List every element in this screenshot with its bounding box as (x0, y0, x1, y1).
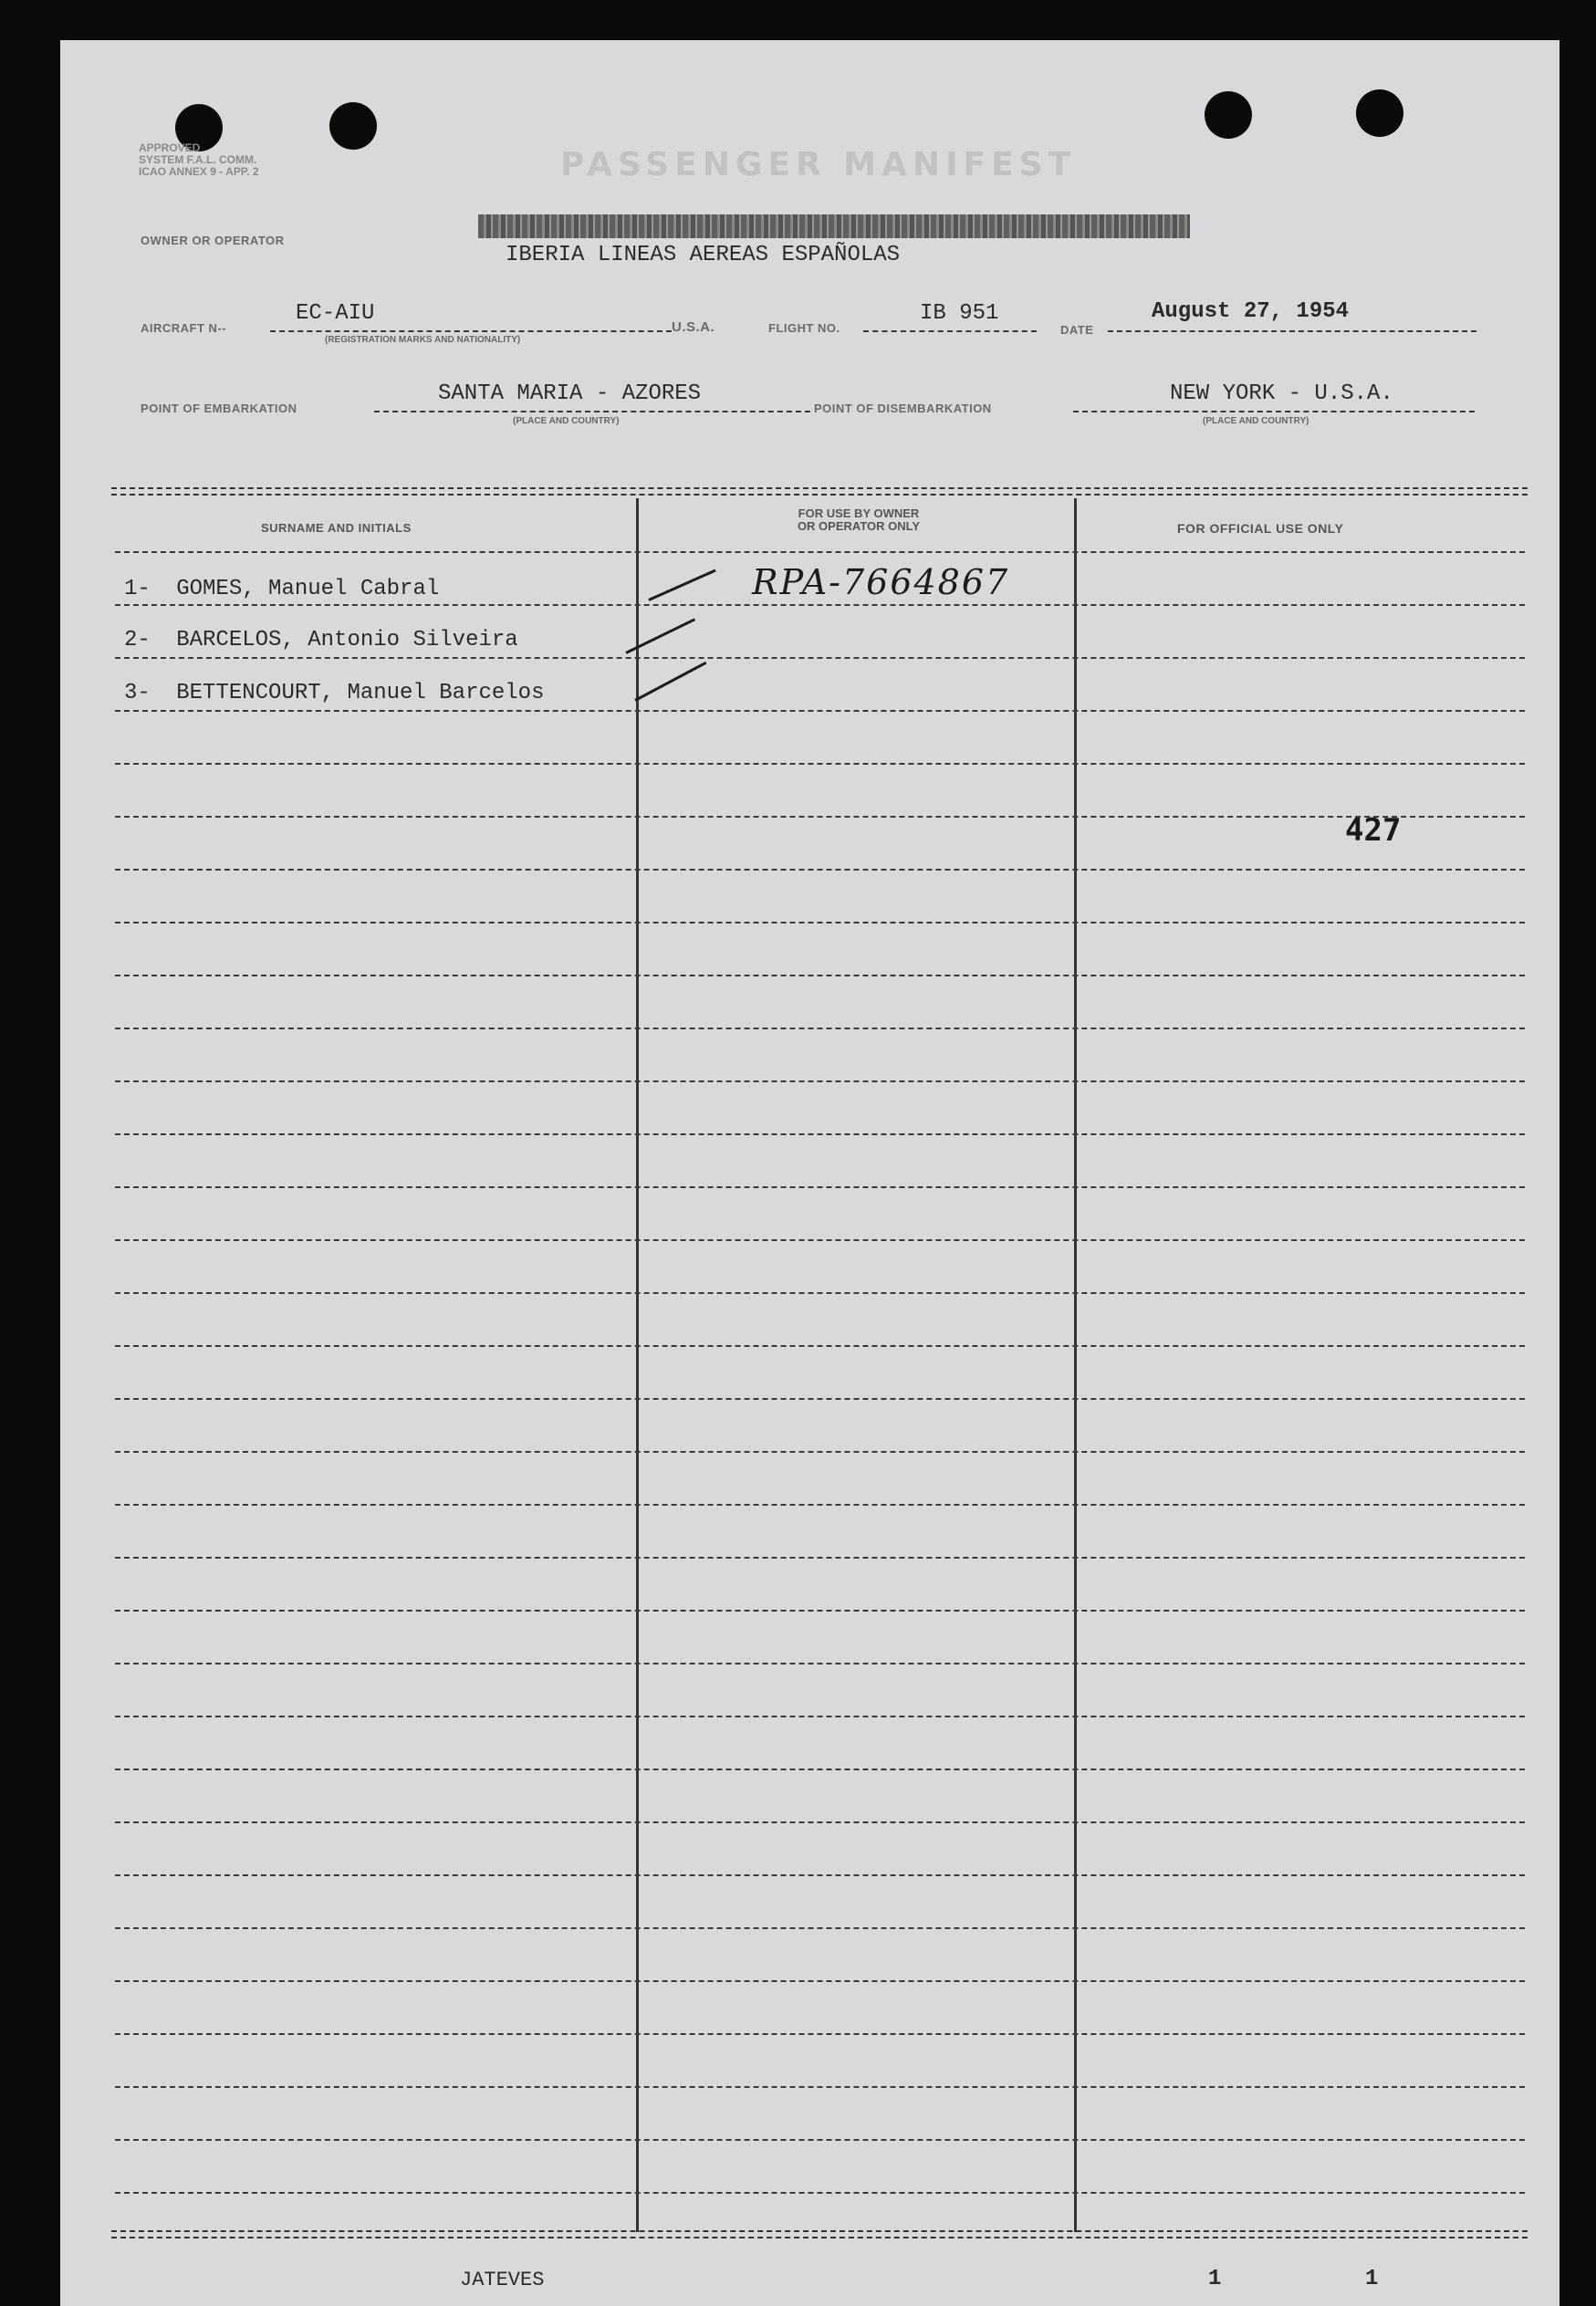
approval-note (139, 142, 259, 178)
table-row-line (115, 1292, 1525, 1294)
table-row-line (115, 1398, 1525, 1400)
footer-count: 1 (1365, 2267, 1379, 2291)
column-header-surname: SURNAME AND INITIALS (261, 521, 412, 535)
disembark-label: POINT OF DISEMBARKATION (814, 402, 992, 415)
approval-line: APPROVED (139, 141, 201, 154)
column-divider (636, 498, 639, 2232)
handwritten-reference: RPA-7664867 (752, 562, 1010, 602)
punch-hole (1205, 91, 1252, 139)
aircraft-line (270, 330, 672, 332)
table-row-line (115, 1133, 1525, 1135)
aircraft-label: AIRCRAFT N-- (141, 321, 227, 335)
embark-line (374, 411, 810, 412)
table-row-line (115, 1345, 1525, 1347)
passenger-number: 1- (124, 577, 151, 601)
flight-label: FLIGHT NO. (768, 321, 840, 335)
passenger-row (124, 681, 544, 705)
table-row-line (115, 657, 1525, 659)
table-row-line (115, 604, 1525, 606)
date-line (1108, 330, 1476, 332)
passenger-number: 3- (124, 681, 151, 705)
table-row-line (115, 1980, 1525, 1982)
column-header-official: FOR OFFICIAL USE ONLY (1177, 521, 1344, 536)
table-row-line (115, 1080, 1525, 1082)
punch-hole (1356, 89, 1403, 137)
table-row-line (115, 869, 1525, 871)
check-mark (648, 569, 715, 601)
embark-value: SANTA MARIA - AZORES (438, 381, 702, 406)
table-row-line (115, 2139, 1525, 2141)
date-label: DATE (1060, 323, 1094, 337)
table-row-line (115, 551, 1525, 553)
table-bottom-rule (111, 2230, 1528, 2238)
approval-line: ICAO ANNEX 9 - APP. 2 (139, 165, 259, 178)
approval-line: SYSTEM F.A.L. COMM. (139, 153, 257, 166)
table-row-line (115, 1451, 1525, 1453)
table-row-line (115, 922, 1525, 923)
table-row-line (115, 1504, 1525, 1506)
owner-value: IBERIA LINEAS AEREAS ESPAÑOLAS (506, 243, 901, 267)
disembark-value: NEW YORK - U.S.A. (1170, 381, 1393, 406)
table-row-line (115, 2192, 1525, 2194)
table-row-line (115, 1239, 1525, 1241)
table-row-line (115, 1874, 1525, 1876)
table-row-line (115, 1028, 1525, 1029)
column-header-owner-line1: FOR USE BY OWNER (798, 506, 920, 520)
table-row-line (115, 975, 1525, 976)
table-row-line (115, 1716, 1525, 1717)
owner-label: OWNER OR OPERATOR (141, 234, 285, 247)
flight-line (863, 330, 1037, 332)
table-top-rule (111, 487, 1528, 496)
passenger-row (124, 628, 518, 652)
column-divider (1074, 498, 1077, 2232)
table-row-line (115, 816, 1525, 818)
embark-label: POINT OF EMBARKATION (141, 402, 297, 415)
manifest-sheet (60, 40, 1559, 2306)
usa-label: U.S.A. (672, 319, 715, 335)
date-value: August 27, 1954 (1152, 299, 1350, 324)
passenger-number: 2- (124, 628, 151, 652)
table-row-line (115, 1821, 1525, 1823)
flight-value: IB 951 (920, 301, 999, 326)
footer-count: 1 (1208, 2267, 1222, 2291)
table-row-line (115, 1186, 1525, 1188)
aircraft-value: EC-AIU (296, 301, 375, 326)
table-row-line (115, 1610, 1525, 1612)
disembark-sublabel: (PLACE AND COUNTRY) (1203, 416, 1309, 426)
check-mark (634, 662, 706, 702)
punch-hole (329, 102, 377, 150)
table-row-line (115, 2086, 1525, 2088)
table-row-line (115, 763, 1525, 765)
struck-text (478, 214, 1190, 238)
passenger-name: BETTENCOURT, Manuel Barcelos (176, 681, 545, 705)
column-header-owner (699, 507, 1018, 533)
document-title: PASSENGER MANIFEST (560, 146, 1077, 183)
table-row-line (115, 1557, 1525, 1559)
column-header-owner-line2: OR OPERATOR ONLY (797, 519, 921, 533)
table-row-line (115, 1927, 1525, 1929)
table-row-line (115, 1769, 1525, 1770)
stamp-number: 427 (1345, 812, 1402, 849)
table-row-line (115, 710, 1525, 712)
passenger-row (124, 577, 439, 601)
footer-signature: JATEVES (460, 2269, 545, 2291)
passenger-name: GOMES, Manuel Cabral (176, 577, 440, 601)
table-row-line (115, 2033, 1525, 2035)
passenger-name: BARCELOS, Antonio Silveira (176, 628, 518, 652)
table-row-line (115, 1663, 1525, 1664)
disembark-line (1073, 411, 1475, 412)
embark-sublabel: (PLACE AND COUNTRY) (513, 416, 620, 426)
aircraft-sublabel: (REGISTRATION MARKS AND NATIONALITY) (325, 335, 521, 345)
